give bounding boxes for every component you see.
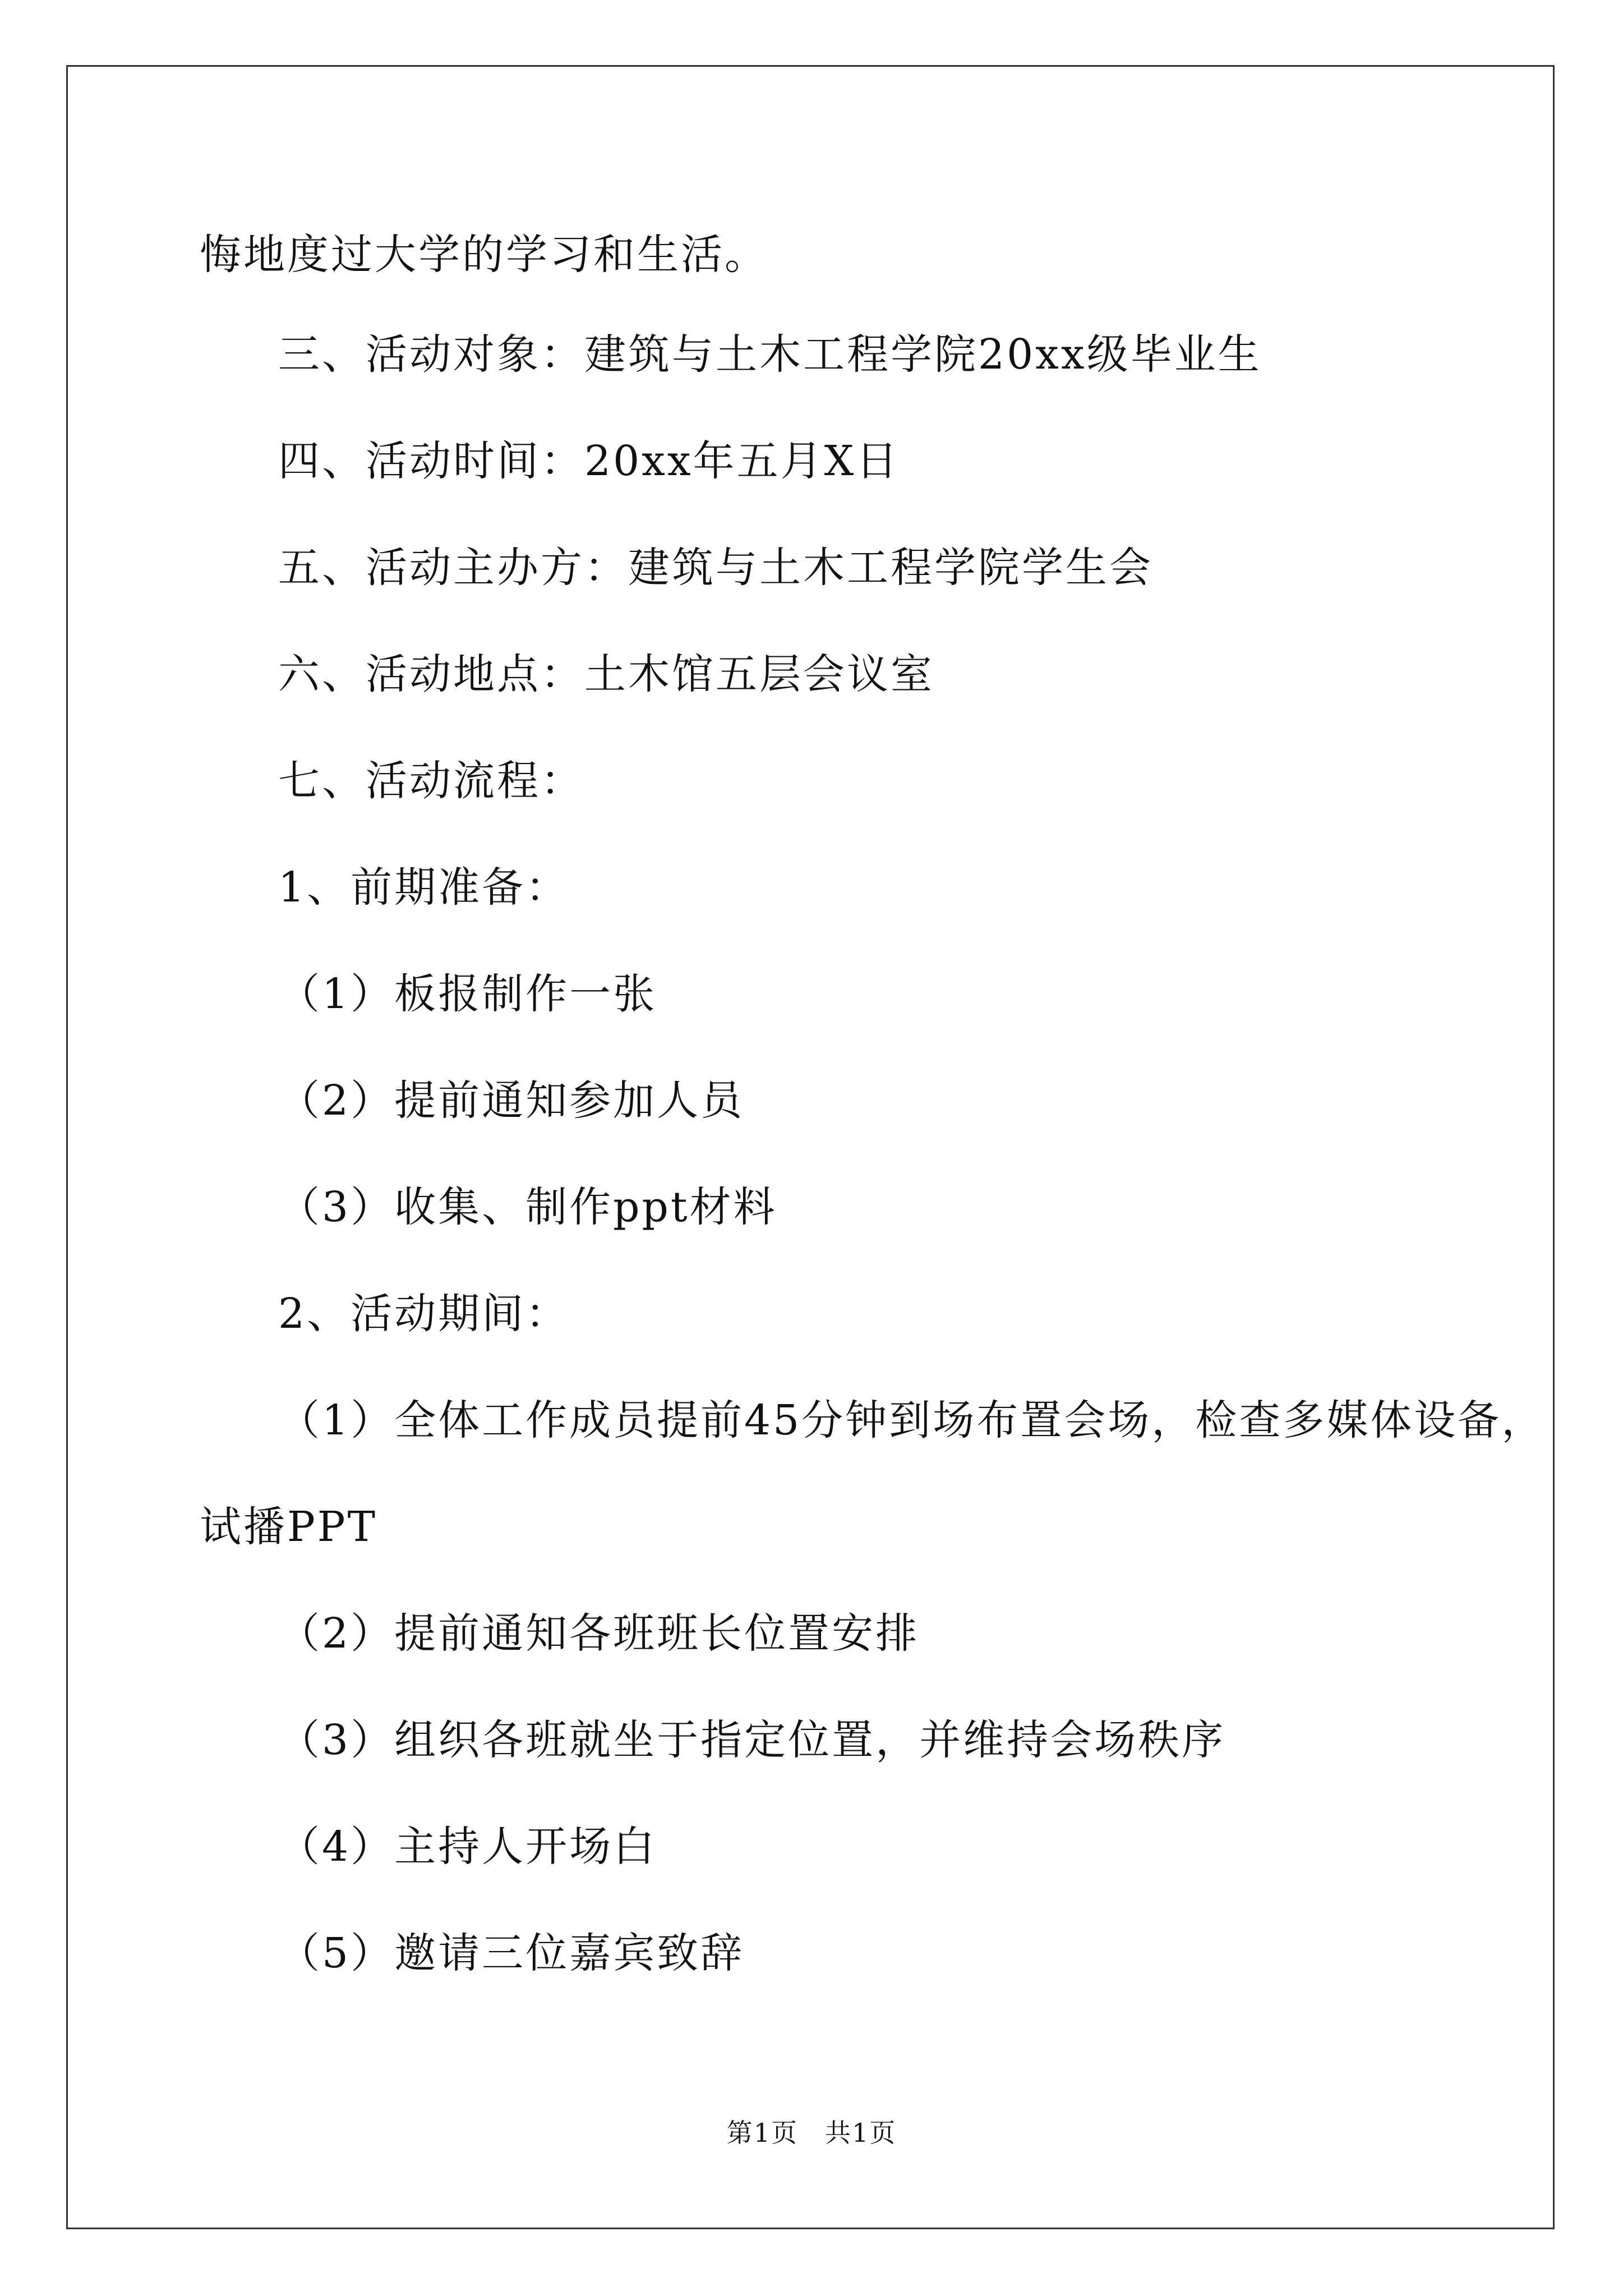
section-heading-location: 六、活动地点：土木馆五层会议室	[278, 650, 934, 698]
list-item: （5）邀请三位嘉宾致辞	[278, 1929, 745, 1977]
page-border	[66, 65, 1555, 2229]
list-item: （2）提前通知各班班长位置安排	[278, 1609, 920, 1658]
list-item: （1）板报制作一张	[278, 970, 657, 1018]
section-heading-process: 七、活动流程：	[278, 757, 584, 805]
section-heading-organizer: 五、活动主办方：建筑与土木工程学院学生会	[278, 544, 1153, 592]
list-item: （1）全体工作成员提前45分钟到场布置会场，检查多媒体设备，	[278, 1396, 1546, 1444]
paragraph-line: 悔地度过大学的学习和生活。	[200, 231, 768, 279]
list-item-continuation: 试播PPT	[200, 1503, 377, 1551]
list-item: （4）主持人开场白	[278, 1823, 657, 1871]
list-item: （3）收集、制作ppt材料	[278, 1183, 777, 1231]
list-item: （2）提前通知参加人员	[278, 1076, 745, 1125]
subsection-during-event: 2、活动期间：	[278, 1290, 570, 1338]
page-footer: 第1页 共1页	[726, 2118, 897, 2148]
section-heading-time: 四、活动时间：20xx年五月X日	[278, 437, 900, 485]
section-heading-target: 三、活动对象：建筑与土木工程学院20xx级毕业生	[278, 330, 1262, 379]
subsection-preparation: 1、前期准备：	[278, 863, 570, 912]
list-item: （3）组织各班就坐于指定位置，并维持会场秩序	[278, 1716, 1226, 1764]
